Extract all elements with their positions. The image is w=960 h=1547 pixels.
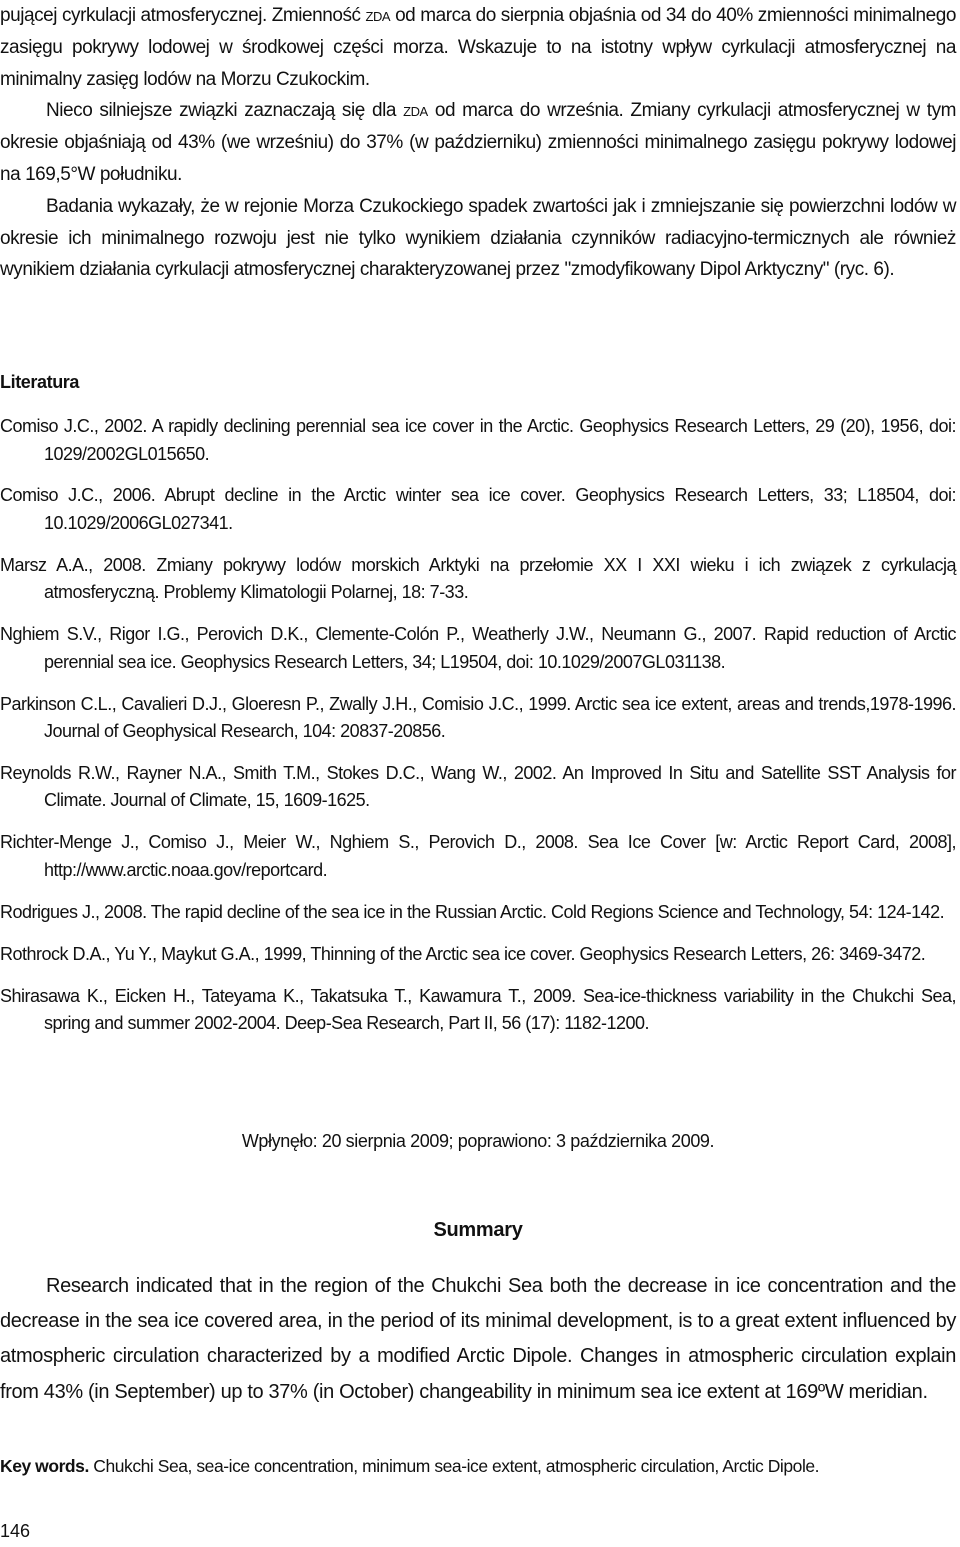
paragraph-text: pującej cyrkulacji atmosferycznej. Zmienność <box>0 5 366 26</box>
reference-source: Journal of Geophysical Research, 104: 20837-20856. <box>44 721 446 742</box>
reference-item <box>0 829 956 884</box>
paragraph-text: od marca do sierpnia objaśnia od 34 do 40% zmienności minimalnego zasięgu pokrywy lodowej w środkowej części morza. Wskazuje to na istotny wpływ cyrkulacji atmosferycznej na minimalny zasięg lodów na Morzu Czukockim. <box>0 5 956 90</box>
body-text <box>0 0 956 286</box>
reference-item <box>0 899 956 927</box>
reference-list <box>0 413 956 1052</box>
reference-source: http://www.arctic.noaa.gov/reportcard. <box>44 859 328 880</box>
keywords-label: Key words. <box>0 1456 89 1476</box>
reference-authors: Marsz A.A., 2008. <box>0 554 157 575</box>
reference-authors: Rothrock D.A., Yu Y., Maykut G.A., 1999, <box>0 943 311 964</box>
abbreviation-zda: zda <box>403 100 428 122</box>
reference-title: Rapid reduction of Arctic perennial sea ice. <box>44 624 957 672</box>
reference-item <box>0 760 956 815</box>
reference-source: Cold Regions Science and Technology, 54: 124-142. <box>546 901 945 922</box>
paragraph <box>0 95 956 190</box>
reference-authors: Comiso J.C., 2006. <box>0 485 165 506</box>
keywords-line <box>0 1456 960 1477</box>
reference-authors: Reynolds R.W., Rayner N.A., Smith T.M., Stokes D.C., Wang W., 2002. <box>0 762 563 783</box>
reference-title: Thinning of the Arctic sea ice cover. <box>310 943 576 964</box>
summary-paragraph: Research indicated that in the region of the Chukchi Sea both the decrease in ice concentration and the decrease in the sea ice covered area, in the period of its minimal development, is to a great extent influenced by atmospheric circulation characterized by a modified Arctic Dipole. Changes in atmospheric circulation explain from 43% (in September) up to 37% (in October) changeability in minimum sea ice extent at 169ºW meridian. <box>0 1275 956 1403</box>
reference-title: A rapidly declining perennial sea ice cover in the Arctic. <box>151 416 574 436</box>
page-number: 146 <box>0 1521 31 1541</box>
reference-source: Problemy Klimatologii Polarnej, 18: 7-33. <box>159 582 469 603</box>
reference-source: Geophysics Research Letters, 26: 3469-3472. <box>575 943 926 964</box>
reference-item <box>0 552 956 607</box>
reference-item <box>0 691 956 746</box>
reference-source: Geophysics Research Letters, 29 (20), 1956, doi: 1029/2002GL015650. <box>44 416 956 464</box>
reference-authors: Nghiem S.V., Rigor I.G., Perovich D.K., Clemente-Colón P., Weatherly J.W., Neumann G., 2007. <box>0 624 764 645</box>
reference-authors: Richter-Menge J., Comiso J., Meier W., Nghiem S., Perovich D., 2008. <box>0 832 588 853</box>
reference-source: Geophysics Research Letters, 33; L18504, doi: 10.1029/2006GL027341. <box>44 485 956 533</box>
reference-item <box>0 621 956 676</box>
reference-item <box>0 413 956 468</box>
reference-authors: Parkinson C.L., Cavalieri D.J., Gloeresn P., Zwally J.H., Comisio J.C., 1999. <box>0 693 575 714</box>
reference-authors: Rodrigues J., 2008. <box>0 901 151 922</box>
reference-title: The rapid decline of the sea ice in the Russian Arctic. <box>150 901 547 922</box>
reference-title: Abrupt decline in the Arctic winter sea ice cover. <box>164 485 566 506</box>
reference-authors: Comiso J.C., 2002. <box>0 416 152 436</box>
reference-source: Journal of Climate, 15, 1609-1625. <box>106 790 370 811</box>
paragraph-text: od marca do września. Zmiany cyrkulacji atmosferycznej w tym okresie objaśniają od 43% (we wrześniu) do 37% (w październiku) zmienności minimalnego zasięgu pokrywy lodowej na 169,5°W południku. <box>0 100 957 185</box>
reference-source: Deep-Sea Research, Part II, 56 (17): 1182-1200. <box>280 1013 650 1034</box>
reference-title: Sea Ice Cover [w: Arctic Report Card, 2008], <box>587 832 956 853</box>
reference-item <box>0 983 956 1038</box>
literature-heading: Literatura <box>0 372 80 392</box>
reference-item <box>0 482 956 537</box>
keywords-text: Chukchi Sea, sea-ice concentration, minimum sea-ice extent, atmospheric circulation, Arctic Dipole. <box>88 1456 820 1476</box>
abbreviation-zda: zda <box>365 5 391 26</box>
reference-title: Arctic sea ice extent, areas and trends,1978-1996. <box>574 693 956 714</box>
reference-title: Zmiany pokrywy lodów morskich Arktyki na przełomie XX I XXI wieku i ich związek z cyrkulacją atmosferyczną. <box>44 554 956 603</box>
reference-source: Geophysics Research Letters, 34; L19504, doi: 10.1029/2007GL031138. <box>176 651 726 672</box>
reference-authors: Shirasawa K., Eicken H., Tateyama K., Takatsuka T., Kawamura T., 2009. <box>0 985 583 1006</box>
reference-title: Sea-ice-thickness variability in the Chukchi Sea, spring and summer 2002-2004. <box>44 985 956 1034</box>
paragraph-text: Nieco silniejsze związki zaznaczają się dla <box>46 100 404 122</box>
reference-title: An Improved In Situ and Satellite SST Analysis for Climate. <box>44 762 957 811</box>
received-date-note: Wpłynęło: 20 sierpnia 2009; poprawiono: 3 października 2009. <box>241 1131 715 1151</box>
paragraph-continuation <box>0 0 956 95</box>
reference-item <box>0 941 956 969</box>
paragraph: Badania wykazały, że w rejonie Morza Czukockiego spadek zwartości jak i zmniejszanie się powierzchni lodów w okresie ich minimalnego rozwoju jest nie tylko wynikiem działania czynników radiacyjno-termicznych ale również wynikiem działania cyrkulacji atmosferycznej charakteryzowanej przez "zmodyfikowany Dipol Arktyczny" (ryc. 6). <box>0 195 956 281</box>
summary-heading: Summary <box>433 1219 523 1241</box>
